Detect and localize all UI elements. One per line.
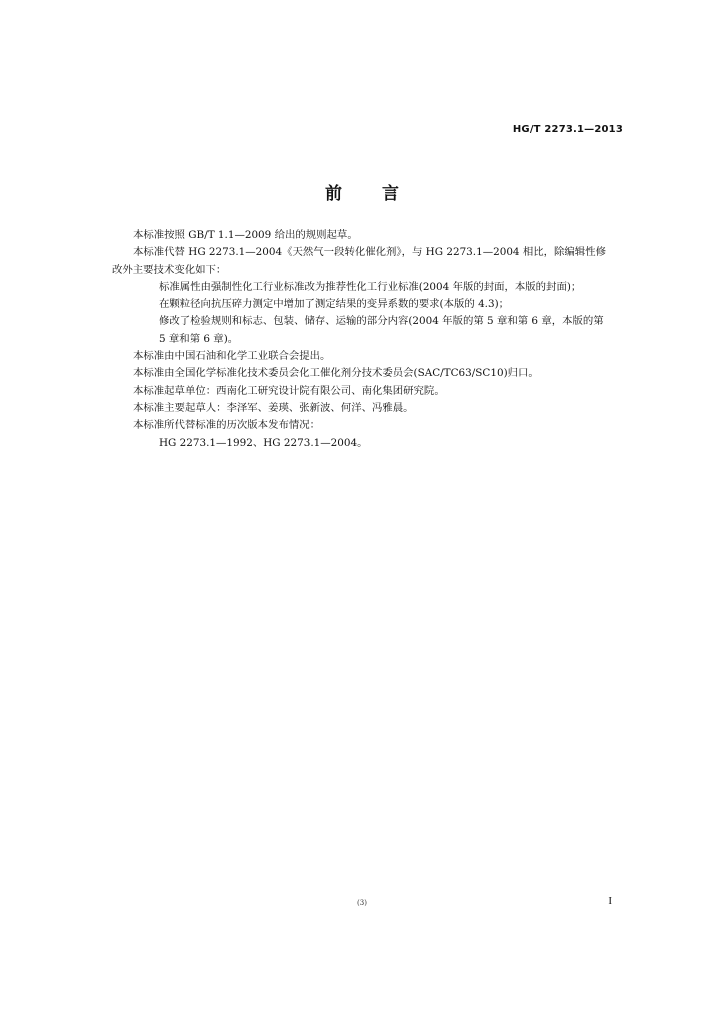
paragraph-replacement-line-1: 本标准代替 HG 2273.1—2004《天然气一段转化催化剂》，与 HG 2273.1—2004 相比，除编辑性修 — [133, 246, 606, 259]
paragraph-drafters: 本标准主要起草人：李泽军、姜瑛、张新波、何洋、冯雅晨。 — [133, 401, 414, 414]
title-char-2: 言 — [382, 184, 399, 204]
change-item-3-line-1: 修改了检验规则和标志、包装、储存、运输的部分内容(2004 年版的第 5 章和第 6 章，本版的第 — [159, 315, 604, 328]
history-item: HG 2273.1—1992、HG 2273.1—2004。 — [159, 436, 368, 449]
change-item-1: 标准属性由强制性化工行业标准改为推荐性化工行业标准(2004 年版的封面，本版的封面)； — [159, 280, 582, 293]
foreword-body — [112, 227, 622, 452]
paragraph-drafting-units: 本标准起草单位：西南化工研究设计院有限公司、南化集团研究院。 — [133, 384, 445, 397]
paragraph-replacement-line-2: 改外主要技术变化如下： — [112, 263, 227, 276]
title-char-1: 前 — [325, 184, 342, 204]
paragraph-drafting-rules: 本标准按照 GB/T 1.1—2009 给出的规则起草。 — [133, 229, 358, 241]
page-title — [0, 179, 724, 204]
change-item-2: 在颗粒径向抗压碎力测定中增加了测定结果的变异系数的要求(本版的 4.3)； — [159, 298, 510, 311]
paragraph-history: 本标准所代替标准的历次版本发布情况： — [133, 419, 321, 432]
change-item-3-line-2: 5 章和第 6 章)。 — [159, 332, 239, 345]
footer-mark: (3) — [357, 899, 367, 907]
paragraph-committee: 本标准由全国化学标准化技术委员会化工催化剂分技术委员会(SAC/TC63/SC10)归口。 — [133, 367, 539, 380]
standard-code: HG/T 2273.1—2013 — [512, 124, 623, 135]
page-number: I — [608, 895, 612, 907]
paragraph-proposer: 本标准由中国石油和化学工业联合会提出。 — [133, 350, 331, 363]
